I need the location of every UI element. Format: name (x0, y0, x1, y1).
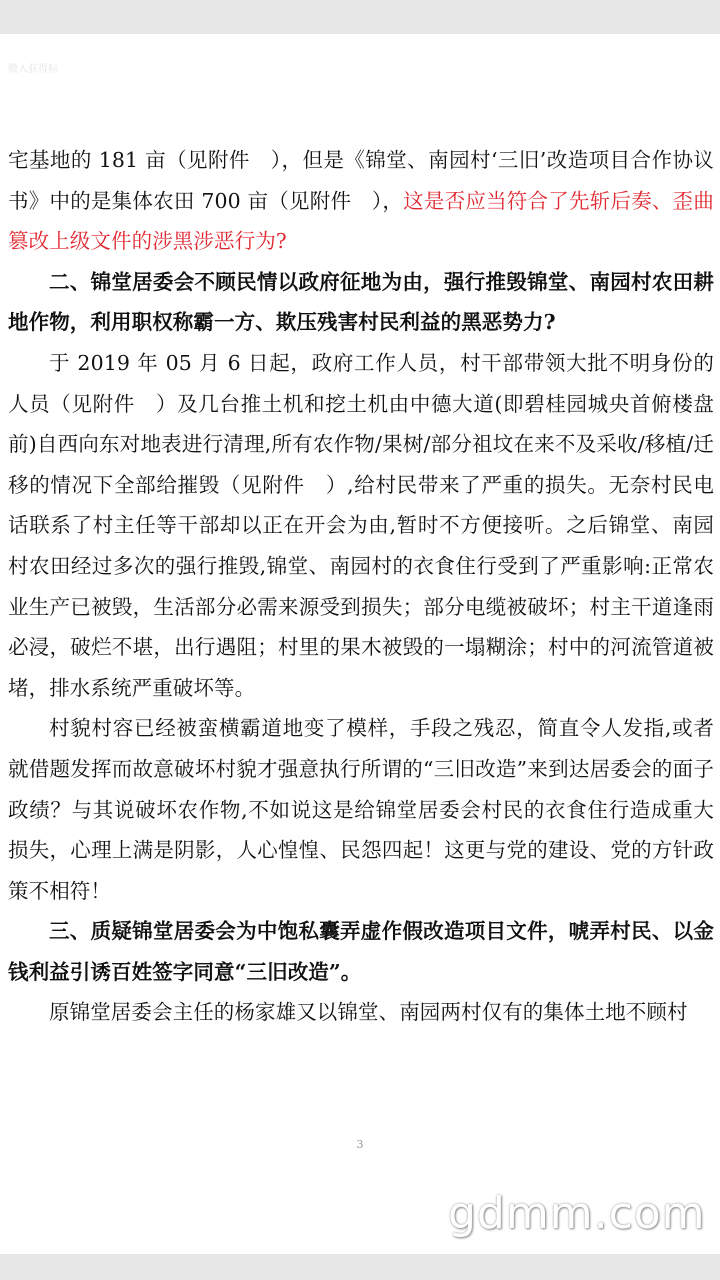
site-watermark: gdmm.com (448, 1188, 706, 1239)
page-header-faint-text: 微入获得标 (8, 64, 58, 75)
paragraph-incident: 于 2019 年 05 月 6 日起，政府工作人员，村干部带领大批不明身份的人员（见附件 ）及几台推土机和挖土机由中德大道(即碧桂园城央首俯楼盘前)自西向东对地表进行清理,所有农作物/果树/部分祖坟在来不及采收/移植/迁移的情况下全部给摧毁（见附件 ）,给村民带来了严重的损失。无奈村民电话联系了村主任等干部却以正在开会为由,暂时不方便接听。之后锦堂、南园村农田经过多次的强行推毁,锦堂、南园村的衣食住行受到了严重影响:正常农业生产已被毁，生活部分必需来源受到损失；部分电缆被破坏；村主干道逢雨必浸，破烂不堪，出行遇阻；村里的果木被毁的一塌糊涂；村中的河流管道被堵，排水系统严重破坏等。 (8, 350, 714, 700)
highlighted-question: 这是否应当符合了先斩后奏、歪曲篡改上级文件的涉黑涉恶行为? (8, 188, 714, 254)
section-heading-3: 三、质疑锦堂居委会为中饱私囊弄虚作假改造项目文件，唬弄村民、以金钱利益引诱百姓签字同意“三旧改造”。 (8, 919, 714, 984)
document-body (8, 140, 714, 1033)
paragraph-former-director: 原锦堂居委会主任的杨家雄又以锦堂、南园两村仅有的集体土地不顾村 (49, 1000, 688, 1025)
page-number: 3 (356, 1138, 364, 1151)
paragraph-text: 宅基地的 181 亩（见附件 ），但是《锦堂、南园村‘三旧’改造项目合作协议书》中的是集体农田 700 亩（见附件 ）， (8, 148, 714, 213)
section-heading-2: 二、锦堂居委会不顾民情以政府征地为由，强行推毁锦堂、南园村农田耕地作物，利用职权称霸一方、欺压残害村民利益的黑恶势力? (8, 269, 714, 335)
paragraph-village-appearance: 村貌村容已经被蛮横霸道地变了模样，手段之残忍，简直令人发指,或者就借题发挥而故意破坏村貌才强意执行所谓的“三旧改造”来到达居委会的面子政绩？与其说破坏农作物,不如说这是给锦堂居委会村民的衣食住行造成重大损失，心理上满是阴影，人心惶惶、民怨四起！这更与党的建设、党的方针政策不相符！ (8, 716, 714, 903)
paragraph-continuation (8, 140, 714, 262)
